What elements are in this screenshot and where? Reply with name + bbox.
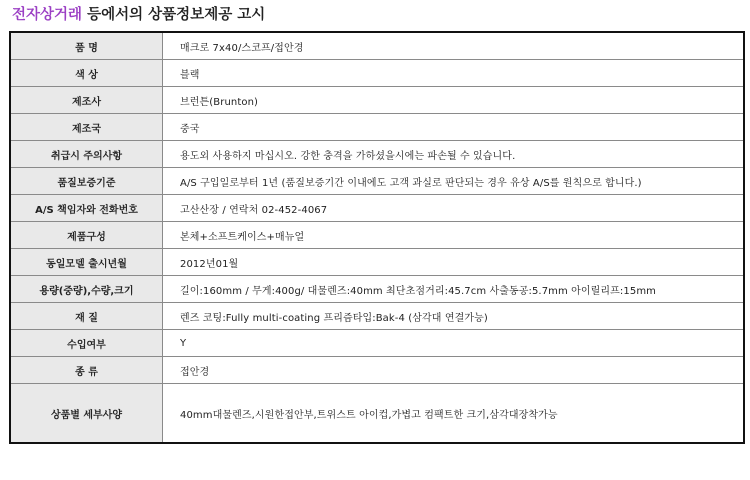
table-row xyxy=(10,303,744,330)
table-row xyxy=(10,114,744,141)
row-label: 재 질 xyxy=(10,303,163,330)
row-label: 제품구성 xyxy=(10,222,163,249)
row-label: 제조사 xyxy=(10,87,163,114)
row-label: 색 상 xyxy=(10,60,163,87)
row-label: 수입여부 xyxy=(10,330,163,357)
table-row xyxy=(10,276,744,303)
row-label: A/S 책임자와 전화번호 xyxy=(10,195,163,222)
row-label: 제조국 xyxy=(10,114,163,141)
row-label: 품 명 xyxy=(10,32,163,60)
page-title xyxy=(12,4,265,26)
row-label: 취급시 주의사항 xyxy=(10,141,163,168)
table-row xyxy=(10,330,744,357)
row-value: A/S 구입일로부터 1년 (품질보증기간 이내에도 고객 과실로 판단되는 경우 유상 A/S를 원칙으로 합니다.) xyxy=(163,168,745,195)
row-value: 브런튼(Brunton) xyxy=(163,87,745,114)
table-row xyxy=(10,222,744,249)
row-value: 매크로 7x40/스코프/접안경 xyxy=(163,32,745,60)
row-label: 품질보증기준 xyxy=(10,168,163,195)
row-value: 중국 xyxy=(163,114,745,141)
row-value: 길이:160mm / 무게:400g/ 대물렌즈:40mm 최단초점거리:45.7cm 사출동공:5.7mm 아이릴리프:15mm xyxy=(163,276,745,303)
row-value: 고산산장 / 연락처 02-452-4067 xyxy=(163,195,745,222)
product-info-table xyxy=(9,31,745,444)
table-row xyxy=(10,384,744,444)
row-value: 2012년01월 xyxy=(163,249,745,276)
table-row xyxy=(10,32,744,60)
row-label: 동일모델 출시년월 xyxy=(10,249,163,276)
table-row xyxy=(10,141,744,168)
title-rest: 등에서의 상품정보제공 고시 xyxy=(82,7,266,23)
row-value: 접안경 xyxy=(163,357,745,384)
table-row xyxy=(10,195,744,222)
row-value: 본체+소프트케이스+매뉴얼 xyxy=(163,222,745,249)
row-value: 용도외 사용하지 마십시오. 강한 충격을 가하셨을시에는 파손될 수 있습니다. xyxy=(163,141,745,168)
table-row xyxy=(10,87,744,114)
table-row xyxy=(10,357,744,384)
table-row xyxy=(10,168,744,195)
table-row xyxy=(10,60,744,87)
row-value: 블랙 xyxy=(163,60,745,87)
row-label: 종 류 xyxy=(10,357,163,384)
row-label: 용량(중량),수량,크기 xyxy=(10,276,163,303)
row-label: 상품별 세부사양 xyxy=(10,384,163,444)
row-value: Y xyxy=(163,330,745,357)
title-accent: 전자상거래 xyxy=(12,7,83,23)
row-value: 렌즈 코팅:Fully multi-coating 프리즘타입:Bak-4 (삼각대 연결가능) xyxy=(163,303,745,330)
row-value: 40mm대물렌즈,시원한접안부,트위스트 아이컵,가볍고 컴팩트한 크기,삼각대장착가능 xyxy=(163,384,745,444)
table-row xyxy=(10,249,744,276)
